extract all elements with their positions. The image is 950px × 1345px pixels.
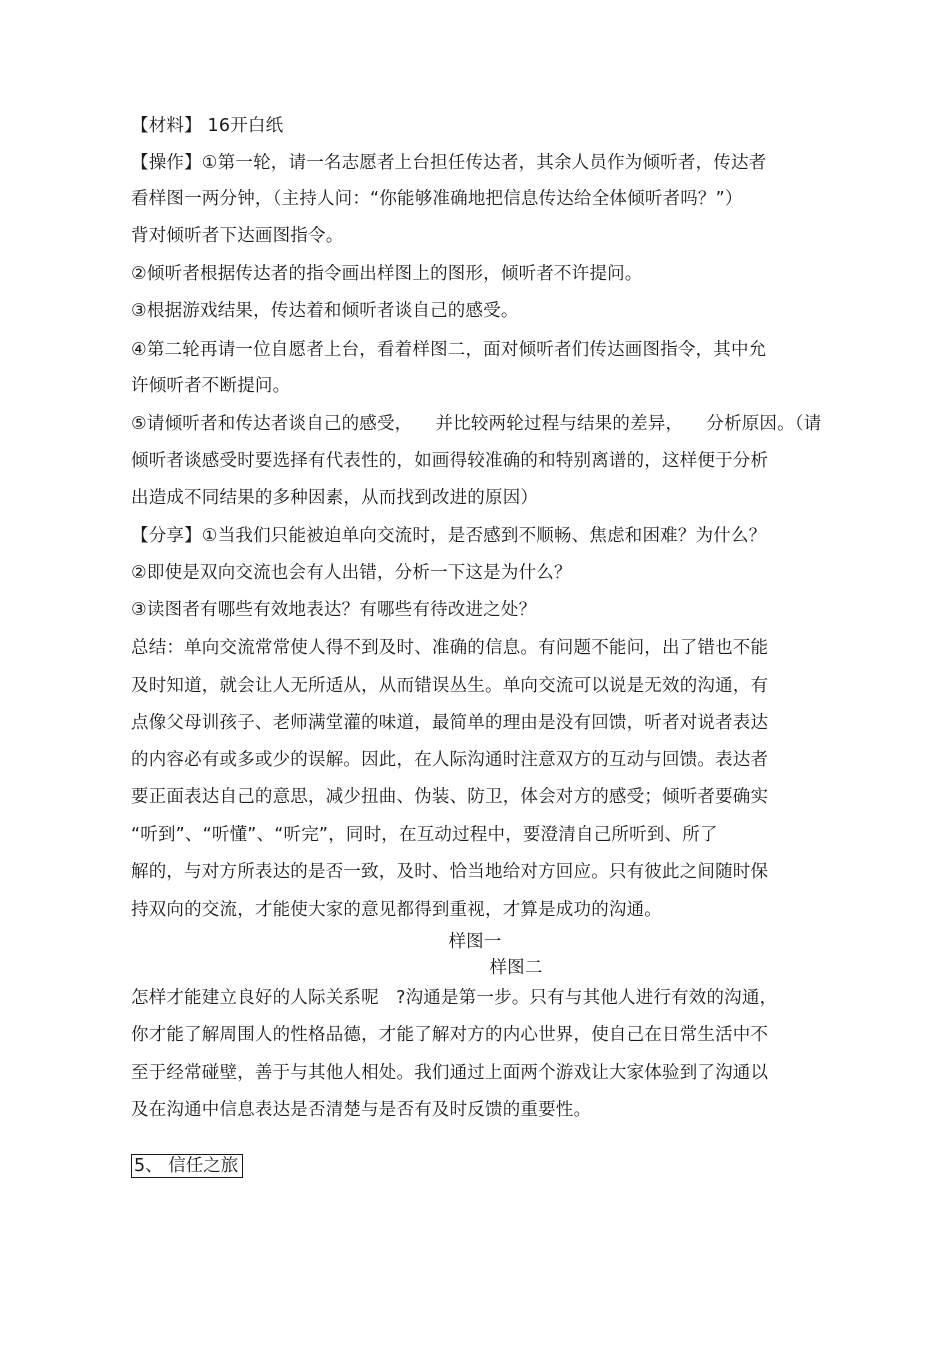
share-question-1: 【分享】①当我们只能被迫单向交流时，是否感到不顺畅、焦虑和困难？为什么？ — [131, 526, 767, 546]
materials-line: 【材料】 16开白纸 — [131, 116, 284, 136]
operation-step-1-cont: 看样图一两分钟，（主持人问：“你能够准确地把信息传达给全体倾听者吗？”） — [131, 189, 743, 209]
summary-line: 持双向的交流，才能使大家的意见都得到重视，才算是成功的沟通。 — [131, 900, 662, 920]
caption-sample-figure-2: 样图二 — [489, 958, 543, 978]
summary-line: 解的，与对方所表达的是否一致，及时、恰当地给对方回应。只有彼此之间随时保 — [131, 862, 769, 882]
share-question-2: ②即使是双向交流也会有人出错，分析一下这是为什么？ — [131, 563, 572, 583]
closing-line: 怎样才能建立良好的人际关系呢 ?沟通是第一步。只有与其他人进行有效的沟通， — [131, 988, 778, 1008]
operation-step-5-cont: 出造成不同结果的多种因素，从而找到改进的原因） — [131, 488, 539, 508]
closing-line: 你才能了解周围人的性格品德，才能了解对方的内心世界，使自己在日常生活中不 — [131, 1025, 769, 1045]
operation-step-5-cont: 倾听者谈感受时要选择有代表性的，如画得较准确的和特别离谱的，这样便于分析 — [131, 451, 769, 471]
caption-sample-figure-1: 样图一 — [448, 932, 502, 952]
share-question-3: ③读图者有哪些有效地表达？有哪些有待改进之处？ — [131, 600, 537, 620]
section-heading-trust-journey: 5、 信任之旅 — [131, 1154, 243, 1178]
operation-step-1-cont: 背对倾听者下达画图指令。 — [131, 226, 344, 246]
operation-step-1: 【操作】①第一轮，请一名志愿者上台担任传达者，其余人员作为倾听者，传达者 — [131, 153, 767, 173]
summary-line: 的内容必有或多或少的误解。因此，在人际沟通时注意双方的互动与回馈。表达者 — [131, 750, 769, 770]
operation-step-4-cont: 许倾听者不断提问。 — [131, 376, 291, 396]
summary-line: 点像父母训孩子、老师满堂灌的味道，最简单的理由是没有回馈，听者对说者表达 — [131, 713, 769, 733]
summary-line: 及时知道，就会让人无所适从，从而错误丛生。单向交流可以说是无效的沟通，有 — [131, 676, 769, 696]
closing-line: 及在沟通中信息表达是否清楚与是否有及时反馈的重要性。 — [131, 1100, 592, 1120]
summary-line: 要正面表达自己的意思，减少扭曲、伪装、防卫，体会对方的感受；倾听者要确实 — [131, 787, 769, 807]
operation-step-3: ③根据游戏结果，传达着和倾听者谈自己的感受。 — [131, 301, 519, 321]
operation-step-5: ⑤请倾听者和传达者谈自己的感受， 并比较两轮过程与结果的差异， 分析原因。（请 — [131, 414, 822, 434]
summary-line: 总结：单向交流常常使人得不到及时、准确的信息。有问题不能问，出了错也不能 — [131, 638, 769, 658]
closing-line: 至于经常碰壁，善于与其他人相处。我们通过上面两个游戏让大家体验到了沟通以 — [131, 1063, 769, 1083]
operation-step-2: ②倾听者根据传达者的指令画出样图上的图形，倾听者不许提问。 — [131, 264, 643, 284]
operation-step-4: ④第二轮再请一位自愿者上台，看着样图二，面对倾听者们传达画图指令，其中允 — [131, 340, 767, 360]
summary-line: “听到”、“听懂”、“听完”，同时，在互动过程中，要澄清自己所听到、所了 — [131, 825, 718, 845]
